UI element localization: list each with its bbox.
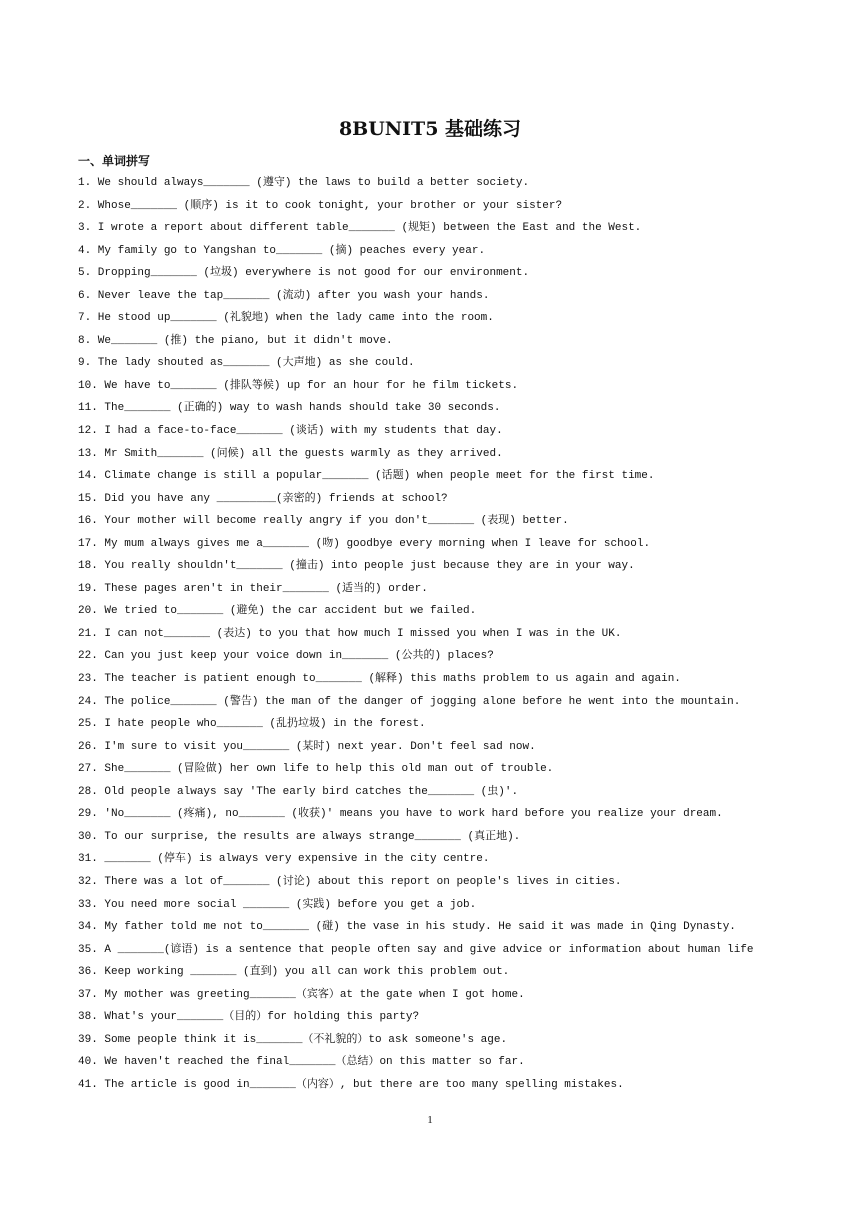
question-item: 33. You need more social _______ (实践) before you get a job. [78,898,477,911]
question-item: 12. I had a face-to-face_______ (谈话) with my students that day. [78,425,503,438]
question-item: 14. Climate change is still a popular_______ (话题) when people meet for the first time. [78,470,655,483]
page-number: 1 [427,1114,433,1126]
question-item: 16. Your mother will become really angry if you don't_______ (表现) better. [78,515,569,528]
question-item: 24. The police_______ (警告) the man of the danger of jogging alone before he went into the mountain. [78,695,741,708]
question-item: 38. What's your_______（目的）for holding this party? [78,1011,420,1024]
question-item: 6. Never leave the tap_______ (流动) after you wash your hands. [78,289,490,302]
question-item: 11. The_______ (正确的) way to wash hands should take 30 seconds. [78,402,501,415]
question-item: 36. Keep working _______ (直到) you all can work this problem out. [78,966,510,979]
question-item: 32. There was a lot of_______ (讨论) about this report on people's lives in cities. [78,875,622,888]
question-item: 2. Whose_______ (顺序) is it to cook tonight, your brother or your sister? [78,199,563,212]
question-item: 21. I can not_______ (表达) to you that how much I missed you when I was in the UK. [78,627,622,640]
question-item: 22. Can you just keep your voice down in_______ (公共的) places? [78,650,494,663]
question-item: 27. She_______ (冒险做) her own life to help this old man out of trouble. [78,763,554,776]
question-item: 30. To our surprise, the results are always strange_______ (真正地). [78,830,521,843]
question-item: 35. A _______(谚语) is a sentence that people often say and give advice or information about human life [78,943,754,956]
question-item: 18. You really shouldn't_______ (撞击) into people just because they are in your way. [78,560,635,573]
question-item: 17. My mum always gives me a_______ (吻) goodbye every morning when I leave for school. [78,537,651,550]
question-item: 7. He stood up_______ (礼貌地) when the lady came into the room. [78,312,494,325]
question-item: 26. I'm sure to visit you_______ (某时) next year. Don't feel sad now. [78,740,536,753]
question-item: 25. I hate people who_______ (乱扔垃圾) in the forest. [78,718,426,731]
question-item: 31. _______ (停车) is always very expensive in the city centre. [78,853,490,866]
page-title: 8BUNIT5 基础练习 [338,118,522,140]
question-list [78,175,778,1099]
question-item: 9. The lady shouted as_______ (大声地) as she could. [78,357,415,370]
question-item: 19. These pages aren't in their_______ (适当的) order. [78,582,428,595]
question-item: 20. We tried to_______ (避免) the car accident but we failed. [78,605,477,618]
question-item: 4. My family go to Yangshan to_______ (摘) peaches every year. [78,244,486,257]
question-item: 13. Mr Smith_______ (问候) all the guests warmly as they arrived. [78,447,503,460]
question-item: 39. Some people think it is_______（不礼貌的）to ask someone's age. [78,1033,508,1046]
question-item: 3. I wrote a report about different table_______ (规矩) between the East and the West. [78,222,642,235]
question-item: 15. Did you have any _________(亲密的) friends at school? [78,492,448,505]
question-item: 1. We should always_______ (遵守) the laws to build a better society. [78,177,530,189]
section-heading: 一、单词拼写 [78,154,151,168]
question-item: 23. The teacher is patient enough to_______ (解释) this maths problem to us again and again. [78,673,681,686]
question-item: 10. We have to_______ (排队等候) up for an hour for he film tickets. [78,379,519,392]
question-item: 34. My father told me not to_______ (碰) the vase in his study. He said it was made in Qing Dynasty. [78,921,736,934]
question-item: 8. We_______ (推) the piano, but it didn't move. [78,334,393,347]
question-item: 40. We haven't reached the final_______（总结）on this matter so far. [78,1056,525,1069]
question-item: 28. Old people always say 'The early bird catches the_______ (虫)'. [78,785,519,798]
question-item: 41. The article is good in_______（内容）, but there are too many spelling mistakes. [78,1078,624,1091]
question-item: 29. 'No_______ (疼痛), no_______ (收获)' means you have to work hard before you realize your dream. [78,808,723,821]
question-item: 37. My mother was greeting_______（宾客）at the gate when I got home. [78,988,525,1001]
question-item: 5. Dropping_______ (垃圾) everywhere is not good for our environment. [78,267,530,280]
